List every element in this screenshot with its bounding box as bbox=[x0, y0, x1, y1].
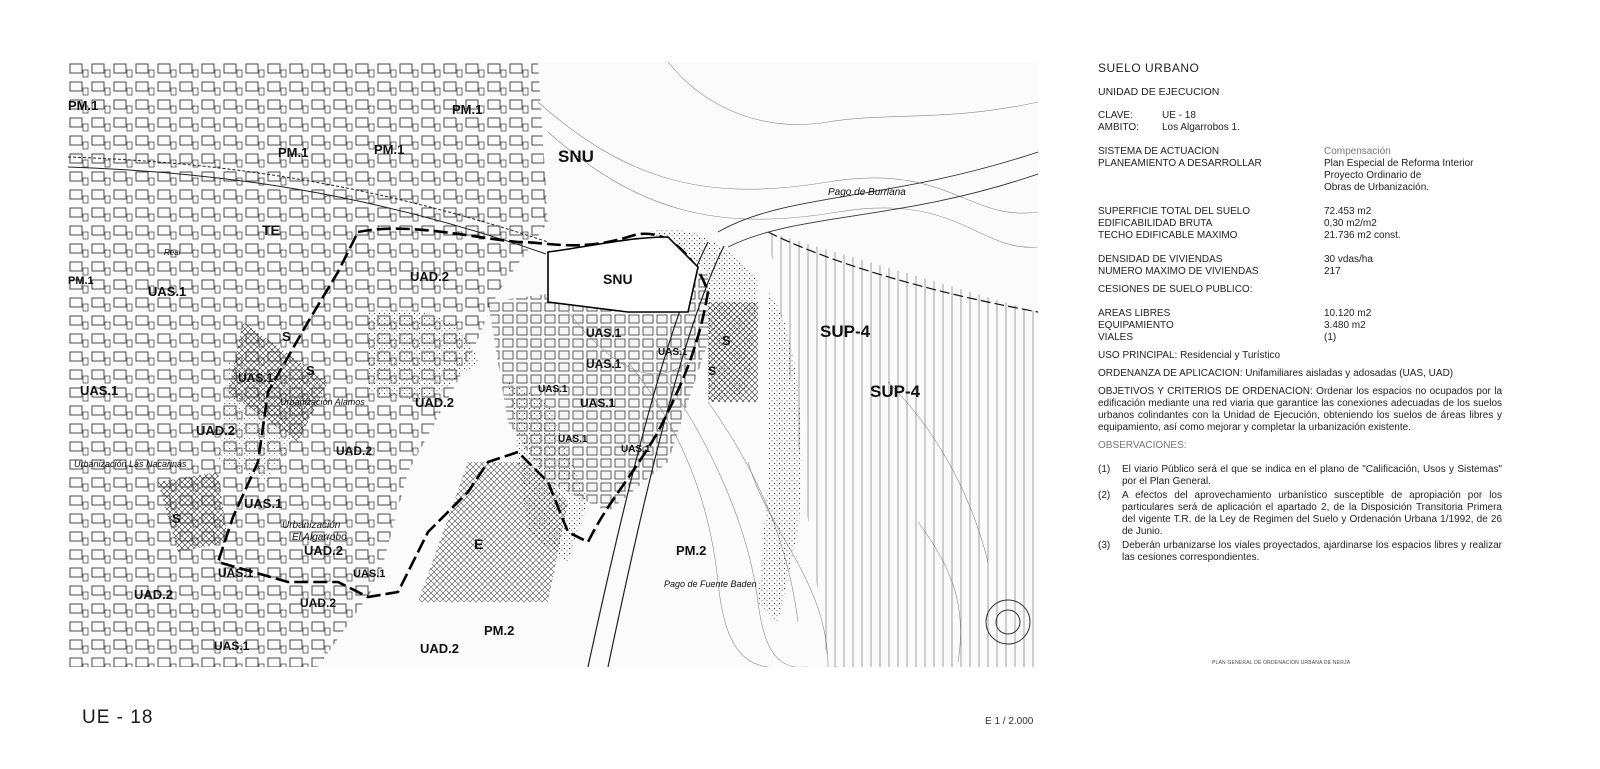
viales-label: VIALES bbox=[1098, 332, 1134, 343]
viales-value: (1) bbox=[1324, 332, 1337, 343]
map-label-urb-algarrobo-1: Urbanización bbox=[282, 520, 341, 531]
superficie-row bbox=[1098, 206, 1502, 218]
map-label-uad2-b: UAD.2 bbox=[415, 395, 455, 410]
areas-value: 10.120 m2 bbox=[1324, 308, 1372, 319]
observacion-number: (2) bbox=[1098, 490, 1111, 501]
observacion-item bbox=[1098, 490, 1502, 538]
observacion-text: A efectos del aprovechamiento urbanístico susceptible de apropiación por los particulares será de aplicación el apartado 2, de la Disposición Transitoria Primera del vigente T.R. de la Ley de Regimen del Suelo y Ordenación Urbana 1/1992, de 26 de Junio. bbox=[1122, 490, 1502, 537]
ordenanza-value: Unifamiliares aisladas y adosadas (UAS, UAD) bbox=[1245, 368, 1454, 379]
cesiones-title: CESIONES DE SUELO PUBLICO: bbox=[1098, 284, 1253, 295]
ordenanza-row bbox=[1098, 368, 1502, 380]
techo-row bbox=[1098, 230, 1502, 242]
densidad-label: DENSIDAD DE VIVIENDAS bbox=[1098, 254, 1223, 265]
areas-row bbox=[1098, 308, 1502, 320]
ambito-row bbox=[1098, 122, 1502, 134]
sistema-value: Compensación bbox=[1324, 146, 1391, 157]
map-label-uas1-a: UAS.1 bbox=[148, 284, 187, 299]
map-label-uad2-e: UAD.2 bbox=[304, 543, 344, 558]
densidad-value: 30 vdas/ha bbox=[1324, 254, 1373, 265]
ordenanza-label: ORDENANZA DE APLICACION: bbox=[1098, 368, 1243, 379]
map-label-uas1-l: UAS.1 bbox=[218, 566, 254, 580]
edificabilidad-label: EDIFICABILIDAD BRUTA bbox=[1098, 218, 1213, 229]
sheet-code: UE - 18 bbox=[82, 707, 154, 728]
ambito-label: AMBITO: bbox=[1098, 122, 1139, 133]
observaciones-title: OBSERVACIONES: bbox=[1098, 440, 1187, 451]
map-label-pago-fuente: Pago de Fuente Baden bbox=[664, 579, 757, 589]
map-svg bbox=[68, 62, 1038, 667]
panel-subtitle: UNIDAD DE EJECUCION bbox=[1098, 86, 1220, 98]
map-label-e: E bbox=[474, 536, 484, 552]
map-label-pm1-b: PM.1 bbox=[278, 145, 309, 160]
map-label-uad2-d: UAD.2 bbox=[336, 444, 373, 458]
map-label-s-e: S bbox=[708, 364, 717, 378]
clave-label: CLAVE: bbox=[1098, 110, 1133, 121]
techo-label: TECHO EDIFICABLE MAXIMO bbox=[1098, 230, 1238, 241]
map-label-urb-alamos: Urbanización Alamos bbox=[280, 397, 365, 407]
map-label-pago-burriana: Pago de Burriana bbox=[828, 187, 906, 198]
map-label-pm1-c: PM.1 bbox=[374, 142, 405, 157]
map-label-te: TE bbox=[262, 222, 280, 238]
map-label-uad2-g: UAD.2 bbox=[300, 596, 337, 610]
densidad-row bbox=[1098, 254, 1502, 266]
objetivos-label: OBJETIVOS Y CRITERIOS DE ORDENACION: bbox=[1098, 386, 1313, 397]
panel-title: SUELO URBANO bbox=[1098, 61, 1200, 75]
map-label-uas1-e: UAS.1 bbox=[586, 357, 622, 371]
objetivos-paragraph bbox=[1098, 386, 1502, 434]
uso-label: USO PRINCIPAL: bbox=[1098, 350, 1178, 361]
map-label-uas1-j: UAS.1 bbox=[621, 444, 651, 455]
map-label-uad2-f: UAD.2 bbox=[134, 587, 174, 602]
map-label-uas1-m: UAS.1 bbox=[353, 568, 386, 580]
numero-label: NUMERO MAXIMO DE VIVIENDAS bbox=[1098, 266, 1259, 277]
equip-value: 3.480 m2 bbox=[1324, 320, 1366, 331]
map-label-pm2-a: PM.2 bbox=[676, 543, 707, 558]
viales-row bbox=[1098, 332, 1502, 344]
areas-label: AREAS LIBRES bbox=[1098, 308, 1171, 319]
map-label-uas1-c: UAS.1 bbox=[238, 371, 274, 385]
map-label-uas1-f: UAS.1 bbox=[658, 347, 688, 358]
map-label-real: Real bbox=[164, 248, 181, 257]
zone-s-east bbox=[708, 302, 758, 402]
edificabilidad-row bbox=[1098, 218, 1502, 230]
observacion-number: (1) bbox=[1098, 464, 1111, 475]
observacion-item bbox=[1098, 540, 1502, 564]
map-label-sup4-a: SUP-4 bbox=[820, 322, 871, 341]
map-label-uas1-k: UAS.1 bbox=[244, 496, 283, 511]
clave-value: UE - 18 bbox=[1162, 110, 1196, 121]
superficie-value: 72.453 m2 bbox=[1324, 206, 1372, 217]
map-label-s-a: S bbox=[282, 329, 291, 344]
edificabilidad-value: 0,30 m2/m2 bbox=[1324, 218, 1377, 229]
map-label-uad2-c: UAD.2 bbox=[196, 423, 236, 438]
map-label-pm1-e: PM.1 bbox=[68, 275, 94, 287]
objetivos-value: Ordenar los espacios no ocupados por la edificación mediante una red viaria que garantice las conexiones adecuadas de los suelos urbanos colindantes con la Unidad de Ejecución, obteniendo los suelos de áreas libres y equipamiento, así como mejorar y completar la urbanización existente. bbox=[1098, 386, 1503, 433]
map-label-s-c: S bbox=[172, 511, 181, 526]
map-label-uad2-a: UAD.2 bbox=[410, 269, 450, 284]
map-label-sup4-b: SUP-4 bbox=[870, 382, 921, 401]
equip-label: EQUIPAMIENTO bbox=[1098, 320, 1174, 331]
map-label-uad2-h: UAD.2 bbox=[420, 641, 460, 656]
plan-footer: PLAN GENERAL DE ORDENACION URBANA DE NERJA bbox=[1212, 660, 1351, 666]
map-label-urb-las-nacarinas: Urbanización Las Nacarinas bbox=[74, 459, 187, 469]
uso-value: Residencial y Turístico bbox=[1180, 350, 1281, 361]
map-label-pm1-a: PM.1 bbox=[68, 98, 99, 113]
map-label-s-b: S bbox=[306, 363, 315, 378]
map-label-uas1-i: UAS.1 bbox=[558, 434, 588, 445]
sistema-row bbox=[1098, 146, 1502, 158]
map-label-uas1-b: UAS.1 bbox=[80, 383, 119, 398]
observacion-number: (3) bbox=[1098, 540, 1111, 551]
observacion-text: Deberán urbanizarse los viales proyectados, ajardinarse los espacios libres y realizar las cesiones correspondientes. bbox=[1122, 540, 1502, 563]
map-label-uas1-h: UAS.1 bbox=[580, 396, 616, 410]
numero-row bbox=[1098, 266, 1502, 278]
map-label-snu-mid: SNU bbox=[603, 271, 633, 287]
site-plan-map bbox=[68, 62, 1038, 667]
equip-row bbox=[1098, 320, 1502, 332]
ambito-value: Los Algarrobos 1. bbox=[1162, 122, 1240, 133]
planeamiento-label: PLANEAMIENTO A DESARROLLAR bbox=[1098, 158, 1262, 169]
numero-value: 217 bbox=[1324, 266, 1341, 277]
techo-value: 21.736 m2 const. bbox=[1324, 230, 1401, 241]
map-label-s-d: S bbox=[722, 333, 731, 348]
planeamiento-value-2: Proyecto Ordinario de bbox=[1324, 170, 1422, 181]
map-scale: E 1 / 2.000 bbox=[985, 716, 1034, 727]
info-panel bbox=[1098, 62, 1502, 566]
planeamiento-value-3: Obras de Urbanización. bbox=[1324, 182, 1430, 193]
sistema-label: SISTEMA DE ACTUACION bbox=[1098, 146, 1220, 157]
map-label-pm2-b: PM.2 bbox=[484, 623, 515, 638]
map-label-uas1-g: UAS.1 bbox=[538, 384, 568, 395]
uso-row bbox=[1098, 350, 1502, 362]
map-label-uas1-d: UAS.1 bbox=[586, 326, 622, 340]
superficie-label: SUPERFICIE TOTAL DEL SUELO bbox=[1098, 206, 1251, 217]
map-label-snu-top: SNU bbox=[558, 147, 594, 166]
planeamiento-value-1: Plan Especial de Reforma Interior bbox=[1324, 158, 1474, 169]
clave-row bbox=[1098, 110, 1502, 122]
planeamiento-row bbox=[1098, 158, 1502, 194]
map-label-pm1-d: PM.1 bbox=[452, 102, 483, 117]
observacion-item bbox=[1098, 464, 1502, 488]
map-label-urb-algarrobo-2: El Algarrobo bbox=[292, 532, 347, 543]
observacion-text: El viario Público será el que se indica en el plano de "Calificación, Usos y Sistemas" por el Plan General. bbox=[1122, 464, 1502, 487]
map-label-uas1-n: UAS.1 bbox=[214, 639, 250, 653]
